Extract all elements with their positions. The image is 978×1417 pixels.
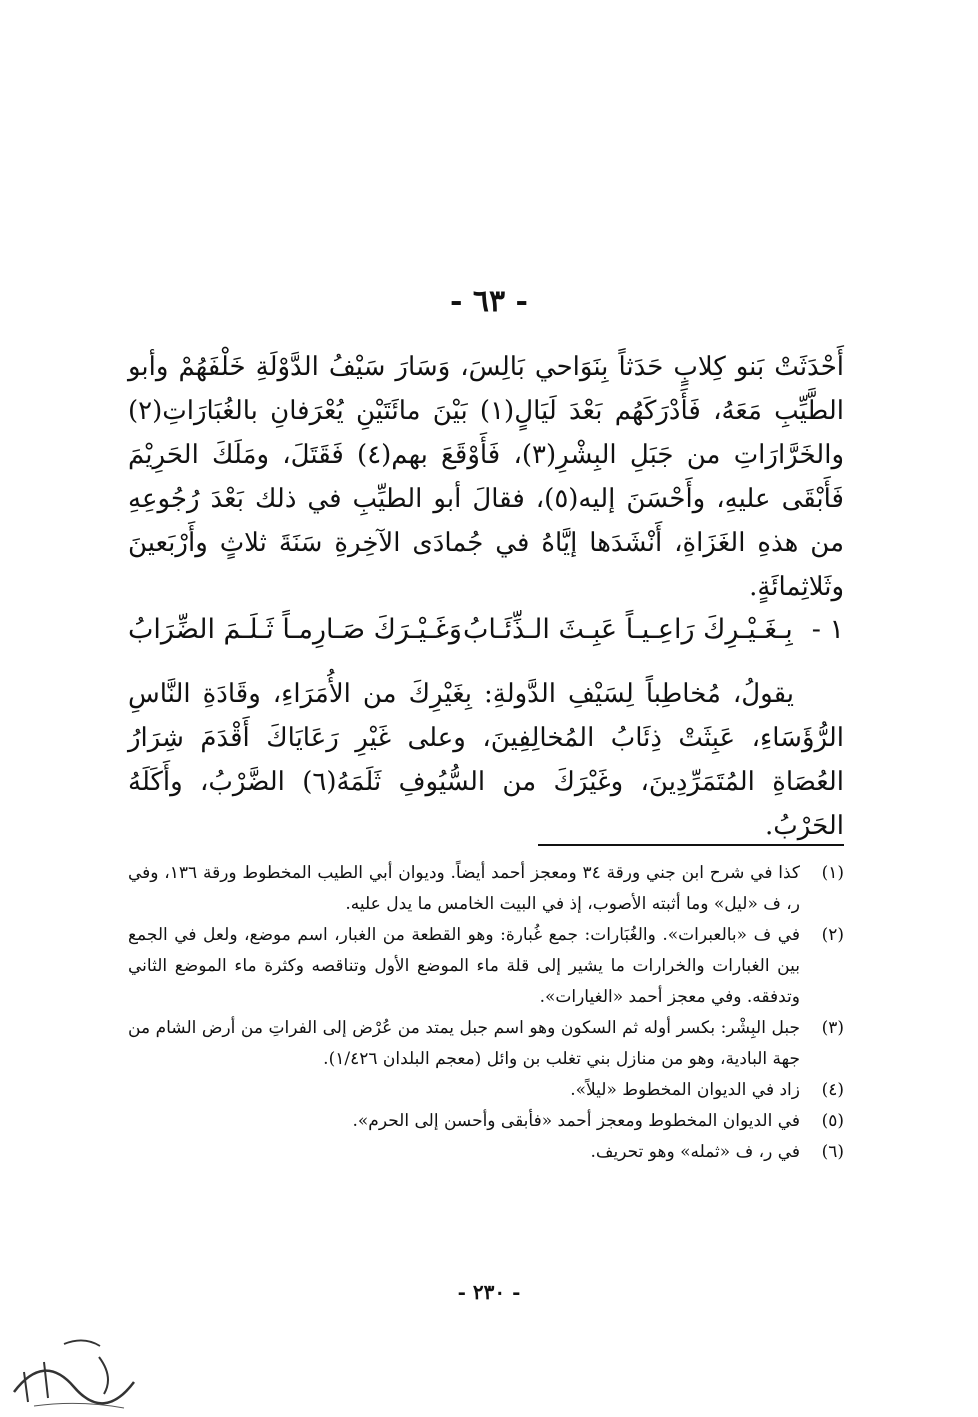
footnote-text: جبل البِشْر: بكسر أوله ثم السكون وهو اسم جبل يمتد من عُرْض إلى الفراتِ من أرض الشام من جهة البادية، وهو من منازل بني تغلب بن وائل (معجم البلدان ١/٤٢٦). — [128, 1018, 800, 1069]
footnote-text: في الديوان المخطوط ومعجز أحمد «فأبقى وأحسن إلى الحرم». — [352, 1111, 800, 1131]
footnote-number: (٢) — [821, 925, 844, 945]
page-number-top: - ٦٣ - — [449, 284, 529, 319]
footnote-number: (٣) — [821, 1018, 844, 1038]
footnote-text: كذا في شرح ابن جني ورقة ٣٤ ومعجز أحمد أيضاً. وديوان أبي الطيب المخطوط ورقة ١٣٦، وفي ر، ف «ليل» وما أثبته الأصوب، إذ في البيت الخامس ما يدل عليه. — [128, 863, 800, 914]
footnotes-block — [128, 858, 844, 1168]
footnote — [128, 1075, 844, 1106]
verse-number: ١ - — [811, 614, 844, 645]
page-number-bottom: - ٢٣٠ - — [457, 1280, 521, 1304]
footnote-number: (٥) — [821, 1111, 844, 1131]
intro-paragraph: أَحْدَثَتْ بَنو كِلابٍ حَدَثاً بِنَوَاحي بَالِسَ، وَسَارَ سَيْفُ الدَّوْلَةِ خَلْفَهُمْ وأبو الطَّيِّبِ مَعَهُ، فَأَدْرَكَهُم بَعْدَ لَيَالٍ(١) بَيْنَ مائَتَيْنِ يُعْرَفانِ بالغُبَارَاتِ(٢) والخَرَّارَاتِ من جَبَلِ البِشْرِ(٣)، فَأَوْقَعَ بهم(٤) فَقَتَلَ، ومَلَكَ الحَرِيْمَ فَأَبْقَى عليهِ، وأَحْسَنَ إليه(٥)، فقالَ أبو الطيِّبِ في ذلك بَعْدَ رُجُوعِهِ من هذهِ الغَزَاةِ، أَنْشَدَها إيَّاهُ في جُمادَى الآخِرةِ سَنَةَ ثلاثٍ وأَرْبَعينَ وثَلاثِمائَةٍ. — [128, 352, 845, 602]
verse-hemistich-first: بِـغَـيْـرِكَ رَاعِـيـاً عَبِـثَ الـذِّئَـابُ — [462, 614, 793, 645]
commentary-paragraph — [128, 672, 844, 848]
poem-verse — [128, 608, 844, 652]
footnote — [128, 920, 844, 1013]
stamp-stroke — [34, 1403, 124, 1408]
footnote-text: زاد في الديوان المخطوط «ليلاً». — [570, 1080, 800, 1100]
footnote — [128, 858, 844, 920]
verse-hemistich-second: وَغَـيْـرَكَ صَـارِمـاً ثَـلَـمَ الضِّرَابُ — [128, 614, 462, 645]
footnote — [128, 1137, 844, 1168]
footnote-text: في ر، ف «ثمله» وهو تحريف. — [590, 1142, 800, 1162]
footnote-number: (١) — [821, 863, 844, 883]
footnote — [128, 1106, 844, 1137]
stamp-stroke — [14, 1371, 134, 1404]
stamp-stroke — [64, 1340, 100, 1346]
commentary-block — [128, 672, 844, 848]
footnote — [128, 1013, 844, 1075]
footnote-number: (٤) — [821, 1080, 844, 1100]
intro-paragraph-block — [128, 345, 844, 609]
commentary-text: يقولُ، مُخاطِباً لِسَيْفِ الدَّولةِ: بِغَيْرِكَ من الأُمَرَاءِ، وقَادَةِ النَّاسِ الرُّؤَسَاءِ، عَبِثَتْ ذِئَابُ المُخالِفِينَ، وعلى غَيْرِ رَعَايَاكَ أَقْدَمَ شِرَارُ العُصَاةِ المُتَمَرِّدِينَ، وغَيْرَكَ من السُّيُوفِ ثَلَمَهُ(٦) الضَّرْبُ، وأَكَلَهُ الحَرْبُ. — [128, 679, 844, 841]
footnote-number: (٦) — [821, 1142, 844, 1162]
footnote-divider — [538, 844, 844, 846]
footnote-text: في ف «بالعبرات». والغُبَارات: جمع غُبارة: وهو القطعة من الغبار، اسم موضع، ولعل في الجمع بين الغبارات والخرارات ما يشير إلى قلة ماء الموضع الأول وتناقصه وكثرة ماء الموضع الثاني وتدفقه. وفي معجز أحمد «الغيارات». — [128, 925, 800, 1007]
calligraphy-stamp-logo — [4, 1332, 154, 1414]
